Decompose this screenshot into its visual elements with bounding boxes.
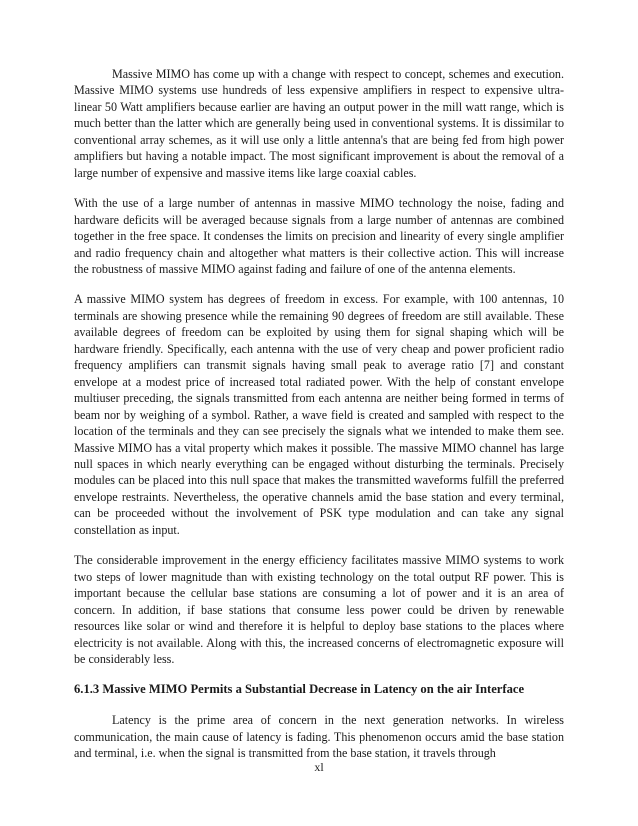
paragraph-energy-efficiency: The considerable improvement in the energy efficiency facilitates massive MIMO systems to work two steps of lower magnitude than with existing technology on the total output RF power. This is important because the cellular base stations are consuming a lot of power and it is an area of concern. In addition, if base stations that consume less power could be driven by renewable resources like solar or wind and therefore it is helpful to deploy base stations to the places where electricity is not available. Along with this, the increased concerns of electromagnetic exposure will be considerably less. (74, 553, 564, 666)
paragraph-concept: Massive MIMO has come up with a change with respect to concept, schemes and execution. Massive MIMO systems use hundreds of less expensive amplifiers in respect to expensive ultra-linear 50 Watt amplifiers because earlier are having an output power in the mill watt range, which is much better than the latter which are generally being used in conventional systems. It is dissimilar to conventional array schemes, as it will use only a little antenna's that are being fed from high power amplifiers but having a notable impact. The most significant improvement is about the removal of a large number of expensive and massive items like large coaxial cables. (74, 67, 564, 180)
section-heading: 6.1.3 Massive MIMO Permits a Substantial Decrease in Latency on the air Interface (74, 682, 525, 697)
page-number: xl (314, 760, 324, 774)
paragraph-antennas: With the use of a large number of antennas in massive MIMO technology the noise, fading and hardware deficits will be averaged because signals from a large number of antennas are combined together in the free space. It condenses the limits on precision and linearity of every single amplifier and radio frequency chain and altogether what matters is their collective action. This will increase the robustness of massive MIMO against fading and failure of one of the antenna elements. (74, 196, 564, 276)
document-page (74, 66, 564, 762)
paragraph-latency: Latency is the prime area of concern in the next generation networks. In wireless communication, the main cause of latency is fading. This phenomenon occurs amid the base station and terminal, i.e. when the signal is transmitted from the base station, it travels through (74, 713, 564, 761)
paragraph-degrees-of-freedom: A massive MIMO system has degrees of freedom in excess. For example, with 100 antennas, 10 terminals are showing presence while the remaining 90 degrees of freedom are still available. These available degrees of freedom can be exploited by using them for signal shaping which will be hardware friendly. Specifically, each antenna with the use of very cheap and power proficient radio frequency amplifiers can transmit signals having small peak to average ratio [7] and constant envelope at a modest price of increased total radiated power. With the help of constant envelope multiuser preceding, the signals transmitted from each antenna are neither being formed in terms of beam nor by weighing of a symbol. Rather, a wave field is created and sampled with respect to the location of the terminals and they can see precisely the signals what we intended to make them see. Massive MIMO has a vital property which makes it possible. The massive MIMO channel has large null spaces in which nearly everything can be engaged without disturbing the terminals. Precisely modules can be placed into this null space that makes the transmitted waveforms fulfill the preferred envelope restraints. Nevertheless, the operative channels amid the base station and every terminal, can be proceeded without the involvement of PSK type modulation and can take any signal constellation as input. (74, 292, 564, 537)
